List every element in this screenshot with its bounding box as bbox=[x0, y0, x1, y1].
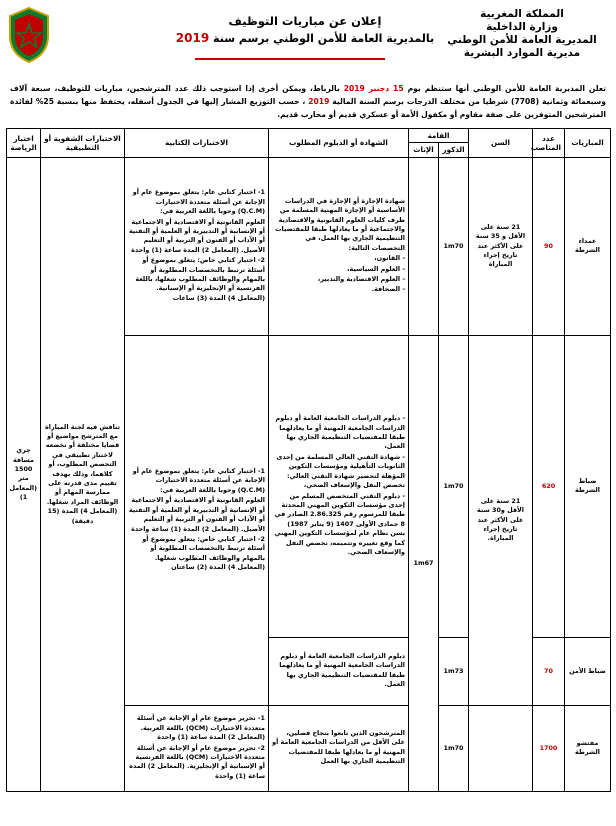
diploma-list: دبلوم الدراسات الجامعية العامة أو دبلوم الدراسات الجامعية المهنية أو ما يعادلهما طبقا للمقتضيات التنظيمية الجاري بها العمل. bbox=[269, 637, 409, 705]
recruitment-table bbox=[6, 128, 611, 792]
diploma-list: - دبلوم الدراسات الجامعية العامة أو دبلوم الدراسات الجامعية المهنية أو ما يعادلهما طبقا للمقتضيات التنظيمية الجاري بها العمل، - شهادة التقني العالي المسلمة من إحدى الثانويات التأهيلية ومؤسسات التكوين المؤهلة لتحضير شهادة التقني العالي: تخصص النقل والإسعاف الصحي، - دبلوم التقني المتخصص المسلم من إحدى مؤسسات التكوين المهني المحدثة طبقا للمرسوم رقم 2.86.325 الصادر في 8 جمادى الأولى 1407 (9 يناير 1987) بسن نظام عام لمؤسسات التكوين المهني كما وقع تغييره وتتميمه، تخصص النقل والإسعاف الصحي. bbox=[269, 335, 409, 637]
directorate-label: المديرية العامة للأمن الوطني bbox=[447, 34, 597, 46]
fiscal-year: 2019 bbox=[308, 97, 330, 106]
height-male: 1m70 bbox=[439, 335, 469, 637]
exam-name: ضباط الأمن bbox=[565, 637, 611, 705]
height-female bbox=[409, 157, 439, 335]
announcement-title bbox=[175, 14, 435, 45]
posts-count: 70 bbox=[533, 637, 565, 705]
header-female: الإناث bbox=[409, 143, 439, 157]
diploma-list: شهادة الإجازة أو الإجازة في الدراسات الأساسية أو الإجازة المهنية المسلمة من طرف كليات العلوم القانونية والاقتصادية والاجتماعية أو ما يعادلها طبقا للمقتضيات التنظيمية الجاري بها العمل، في التخصصات التالية: - القانون، - العلوم السياسية، - العلوم الاقتصادية والتدبير، - الصحافة. bbox=[269, 157, 409, 335]
written-exams: 1- تحرير موضوع عام أو الإجابة عن أسئلة متعددة الاختيارات (QCM) باللغة العربية. (المعامل 2) المدة ساعة (1) واحدة 2- تحرير موضوع عام أو الإجابة عن أسئلة متعددة الاختيارات (QCM) باللغة الفرنسية أو الإسبانية أو الإنجليزية. (المعامل 2) المدة ساعة (1) واحدة bbox=[125, 705, 269, 791]
intro-paragraph: تعلن المديرية العامة للأمن الوطني أنها ستنظم يوم 15 دجنبر 2019 بالرباط، ويمكن أخرى إذا استوجب ذلك عدد المترشحين، مباريات للتوظيف، سبعة آلاف وسبعمائة وثمانية (7708) شرطيا من مختلف الدرجات برسم السنة المالية 2019 ، حسب التوزيع المشار إليها في الجدول أسفله، يحتفظ منها بنسبة 25% لفائدة المترشحين المتوفرين على صفة مقاوم أو مكفول الأمة أو عسكري قديم أو محارب قديم. bbox=[10, 84, 606, 119]
exam-date: 15 دجنبر 2019 bbox=[343, 84, 404, 93]
ministry-label: وزارة الداخلية bbox=[486, 21, 558, 33]
height-male: 1m73 bbox=[439, 637, 469, 705]
posts-count: 620 bbox=[533, 335, 565, 637]
kingdom-label: المملكة المغربية bbox=[480, 8, 564, 20]
header-written: الاختبارات الكتابية bbox=[125, 129, 269, 158]
page-header bbox=[0, 0, 616, 80]
table-row bbox=[7, 157, 611, 335]
header-oral: الاختبارات الشفوية أو التطبيقية bbox=[41, 129, 125, 158]
post-count: (7708) bbox=[510, 97, 540, 106]
header-male: الذكور bbox=[439, 143, 469, 157]
header-posts: عدد المناصب bbox=[533, 129, 565, 158]
ministry-block bbox=[442, 8, 602, 60]
title-underline bbox=[195, 58, 385, 60]
exam-name: ضباط الشرطة bbox=[565, 335, 611, 637]
posts-count: 1700 bbox=[533, 705, 565, 791]
header-sport: اختبار الرياضة bbox=[7, 129, 41, 158]
age-requirement: 21 سنة على الأقل و30 سنة على الأكثر عند تاريخ إجراء المباراة. bbox=[469, 335, 533, 705]
written-exams: 1- اختبار كتابي عام: يتعلق بموضوع عام أو الإجابة عن أسئلة متعددة الاختيارات (Q.C.M) وجوبا باللغة العربية في: العلوم القانونية أو الاقتصادية أو الاجتماعية أو الإنسانية أو التدبيرية أو العلمية أو التقنية أو الآداب أو الفنون أو التربية أو التعليم الأصيل. (المعامل 2) المدة (1) ساعة واحدة 2- اختبار كتابي خاص: يتعلق بموضوع أو أسئلة ترتبط بالتخصصات المطلوبة أو بالمهام والوظائف المطلوب شغلها. (المعامل 4) المدة (2) ساعتان bbox=[125, 335, 269, 705]
police-emblem-icon bbox=[6, 6, 52, 64]
exam-name: مفتشو الشرطة bbox=[565, 705, 611, 791]
header-height: القامة bbox=[409, 129, 469, 143]
header-age: السن bbox=[469, 129, 533, 158]
exam-name: عمداء الشرطة bbox=[565, 157, 611, 335]
reserved-percent: 25% bbox=[35, 97, 54, 106]
header-exams: المباريات bbox=[565, 129, 611, 158]
oral-exam: تناقش فيه لجنة المباراة مع المترشح مواضيع أو قضايا مختلفة أو تخضعه لاختبار تطبيقي في التخصص المطلوب، أو كلاهما، وذلك بهدف تقييم مدى قدرته على ممارسة المهام أو الوظائف المراد شغلها. (المعامل 4) المدة (15 دقيقة) bbox=[41, 157, 125, 791]
age-requirement bbox=[469, 705, 533, 791]
posts-count: 90 bbox=[533, 157, 565, 335]
age-requirement: 21 سنة على الأقل و 35 سنة على الأكثر عند تاريخ إجراء المباراة bbox=[469, 157, 533, 335]
height-male: 1m70 bbox=[439, 157, 469, 335]
header-diploma: الشهادة أو الدبلوم المطلوب bbox=[269, 129, 409, 158]
announcement-line1: إعلان عن مباريات التوظيف bbox=[228, 14, 382, 28]
announcement-line2: بالمديرية العامة للأمن الوطني برسم سنة 2019 bbox=[175, 31, 435, 45]
announcement-year: 2019 bbox=[175, 31, 210, 45]
diploma-list: المترشحون الذين تابعوا بنجاح فصلين، على الأقل من الدراسات الجامعية العامة أو المهنية أو ما يعادلها طبقا للمقتضيات التنظيمية الجاري بها العمل bbox=[269, 705, 409, 791]
sport-exam: جري مسافة 1500 متر (المعامل 1) bbox=[7, 157, 41, 791]
table-header-row bbox=[7, 129, 611, 143]
height-male: 1m70 bbox=[439, 705, 469, 791]
hr-label: مديرية الموارد البشرية bbox=[463, 47, 581, 59]
written-exams: 1- اختبار كتابي عام: يتعلق بموضوع عام أو الإجابة عن أسئلة متعددة الاختيارات (Q.C.M) وجوبا باللغة العربية في: العلوم القانونية أو الاقتصادية أو الاجتماعية أو الإنسانية أو التدبيرية أو العلمية أو التقنية أو الآداب أو الفنون أو التربية أو التعليم الأصيل. (المعامل 2) المدة ساعة (1) واحدة 2- اختبار كتابي خاص: يتعلق بموضوع أو أسئلة ترتبط بالتخصصات المطلوبة أو بالمهام والوظائف المطلوب شغلها، باللغة الفرنسية أو الإنجليزية أو الإسبانية. (المعامل 4) المدة (3) ساعات bbox=[125, 157, 269, 335]
height-female: 1m67 bbox=[409, 335, 439, 791]
